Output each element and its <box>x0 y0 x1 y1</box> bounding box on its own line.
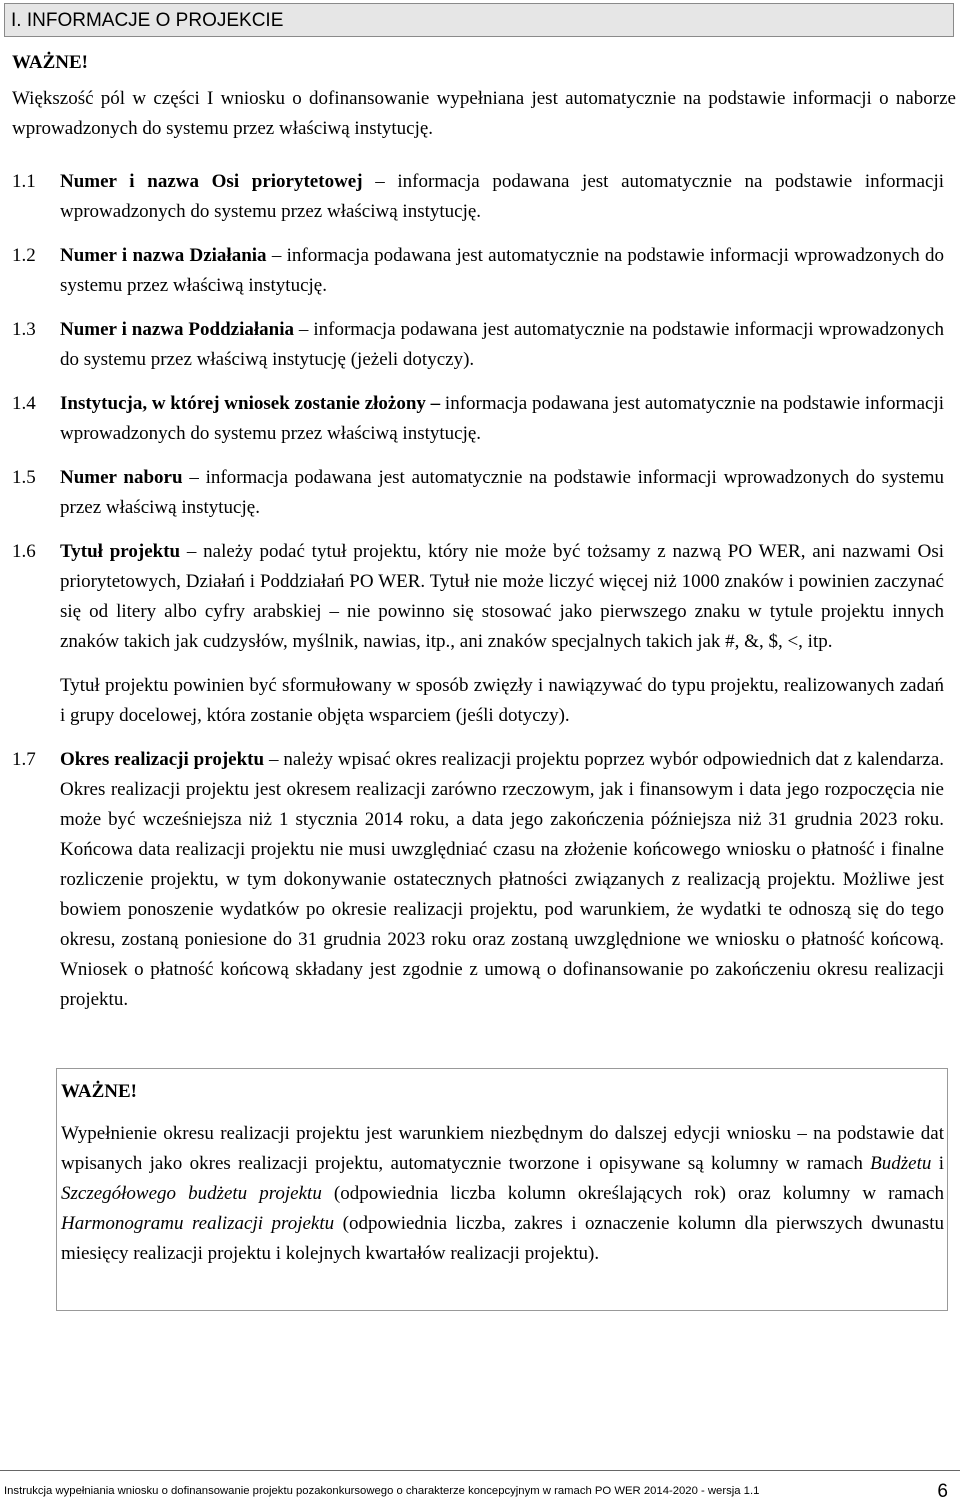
item-title: Tytuł projektu <box>60 541 181 562</box>
item-title: Numer i nazwa Działania <box>60 245 267 266</box>
item-title: Numer i nazwa Osi priorytetowej <box>60 171 363 192</box>
item-number: 1.2 <box>12 245 36 266</box>
section-header <box>4 3 954 37</box>
warning-text-part: Wypełnienie okresu realizacji projektu jest warunkiem niezbędnym do dalszej edycji wniosku – na podstawie dat wpisanych jako okres realizacji projektu, automatycznie tworzone i opisywane są kolumny w ramach <box>61 1123 944 1174</box>
item-title: Instytucja, w której wniosek zostanie złożony – <box>60 393 441 414</box>
notice-heading: WAŻNE! <box>12 52 89 73</box>
warning-italic-detailed-budget: Szczegółowego budżetu projektu <box>61 1183 322 1204</box>
item-number: 1.1 <box>12 171 36 192</box>
item-1-4 <box>12 389 944 449</box>
item-title: Okres realizacji projektu <box>60 749 265 770</box>
item-1-5 <box>12 463 944 523</box>
warning-italic-budget: Budżetu <box>870 1153 932 1174</box>
page-footer <box>0 1470 960 1504</box>
warning-text-part: (odpowiednia liczba, zakres i oznaczenie kolumn dla pierwszych dwunastu miesięcy realizacji projektu i kolejnych kwartałów realizacji projektu). <box>61 1213 945 1264</box>
item-1-6 <box>12 537 944 731</box>
item-number: 1.3 <box>12 319 36 340</box>
item-number: 1.6 <box>12 541 36 562</box>
notice-text: Większość pól w części I wniosku o dofinansowanie wypełniana jest automatycznie na podstawie informacji o naborze wprowadzonych do systemu przez właściwą instytucję. <box>12 88 956 139</box>
item-number: 1.5 <box>12 467 36 488</box>
item-text: informacja podawana jest automatycznie na podstawie informacji wprowadzonych do systemu przez właściwą instytucję. <box>60 393 945 444</box>
item-title: Numer naboru <box>60 467 183 488</box>
item-1-2 <box>12 241 944 301</box>
warning-text-part: (odpowiednia liczba kolumn określających rok) oraz kolumny w ramach <box>321 1183 944 1204</box>
item-text: – informacja podawana jest automatycznie na podstawie informacji wprowadzonych do systemu przez właściwą instytucję. <box>60 171 945 222</box>
item-number: 1.7 <box>12 749 36 770</box>
warning-box <box>56 1068 948 1311</box>
item-text: – należy wpisać okres realizacji projektu poprzez wybór odpowiednich dat z kalendarza. Okres realizacji projektu jest okresem realizacji zarówno rzeczowym, jak i finansowym i data jego rozpoczęcia nie może być wcześniejsza niż 1 stycznia 2014 roku, a data jego zakończenia późniejsza niż 31 grudnia 2023 roku. Końcowa data realizacji projektu nie musi uwzględniać czasu na złożenie końcowego wniosku o płatność i finalne rozliczenie projektu, w tym dokonywanie ostatecznych płatności związanych z realizacją projektu. Możliwe jest bowiem ponoszenie wydatków po okresie realizacji projektu, pod warunkiem, że wydatki te odnoszą się do tego okresu, zostaną poniesione do 31 grudnia 2023 roku oraz zostaną uwzględnione we wniosku o płatność końcową. Wniosek o płatność końcową składany jest zgodnie z umową o dofinansowanie po zakończeniu okresu realizacji projektu. <box>60 749 945 1010</box>
warning-text-part: i <box>931 1153 945 1174</box>
item-1-1 <box>12 167 944 227</box>
warning-heading: WAŻNE! <box>61 1081 138 1102</box>
items-list <box>12 167 944 1029</box>
section-title: I. INFORMACJE O PROJEKCIE <box>11 10 284 31</box>
item-text: – informacja podawana jest automatycznie na podstawie informacji wprowadzonych do systemu przez właściwą instytucję (jeżeli dotyczy). <box>60 319 944 370</box>
warning-italic-schedule: Harmonogramu realizacji projektu <box>61 1213 335 1234</box>
item-number: 1.4 <box>12 393 36 414</box>
warning-text <box>61 1119 944 1269</box>
item-extra-text: Tytuł projektu powinien być sformułowany w sposób zwięzły i nawiązywać do typu projektu, realizowanych zadań i grupy docelowej, która zostanie objęta wsparciem (jeśli dotyczy). <box>60 675 944 726</box>
item-1-7 <box>12 745 944 1015</box>
footer-text: Instrukcja wypełniania wniosku o dofinansowanie projektu pozakonkursowego o charakterze koncepcyjnym w ramach PO WER 2014-2020 - wersja 1.1 <box>4 1485 760 1497</box>
item-text: – informacja podawana jest automatycznie na podstawie informacji wprowadzonych do systemu przez właściwą instytucję. <box>60 245 945 296</box>
item-text: – należy podać tytuł projektu, który nie może być tożsamy z nazwą PO WER, ani nazwami Osi priorytetowych, Działań i Poddziałań PO WER. Tytuł nie może liczyć więcej niż 1000 znaków i powinien zaczynać się od litery albo cyfry arabskiej – nie powinno się stosować jako pierwszego znaku w tytule projektu innych znaków takich jak cudzysłów, myślnik, nawias, itp., ani znaków specjalnych takich jak #, &, $, <, itp. <box>60 541 944 652</box>
notice-top <box>12 48 956 144</box>
item-1-3 <box>12 315 944 375</box>
page-number: 6 <box>937 1481 948 1502</box>
item-text: – informacja podawana jest automatycznie na podstawie informacji wprowadzonych do systemu przez właściwą instytucję. <box>60 467 944 518</box>
item-title: Numer i nazwa Poddziałania <box>60 319 294 340</box>
